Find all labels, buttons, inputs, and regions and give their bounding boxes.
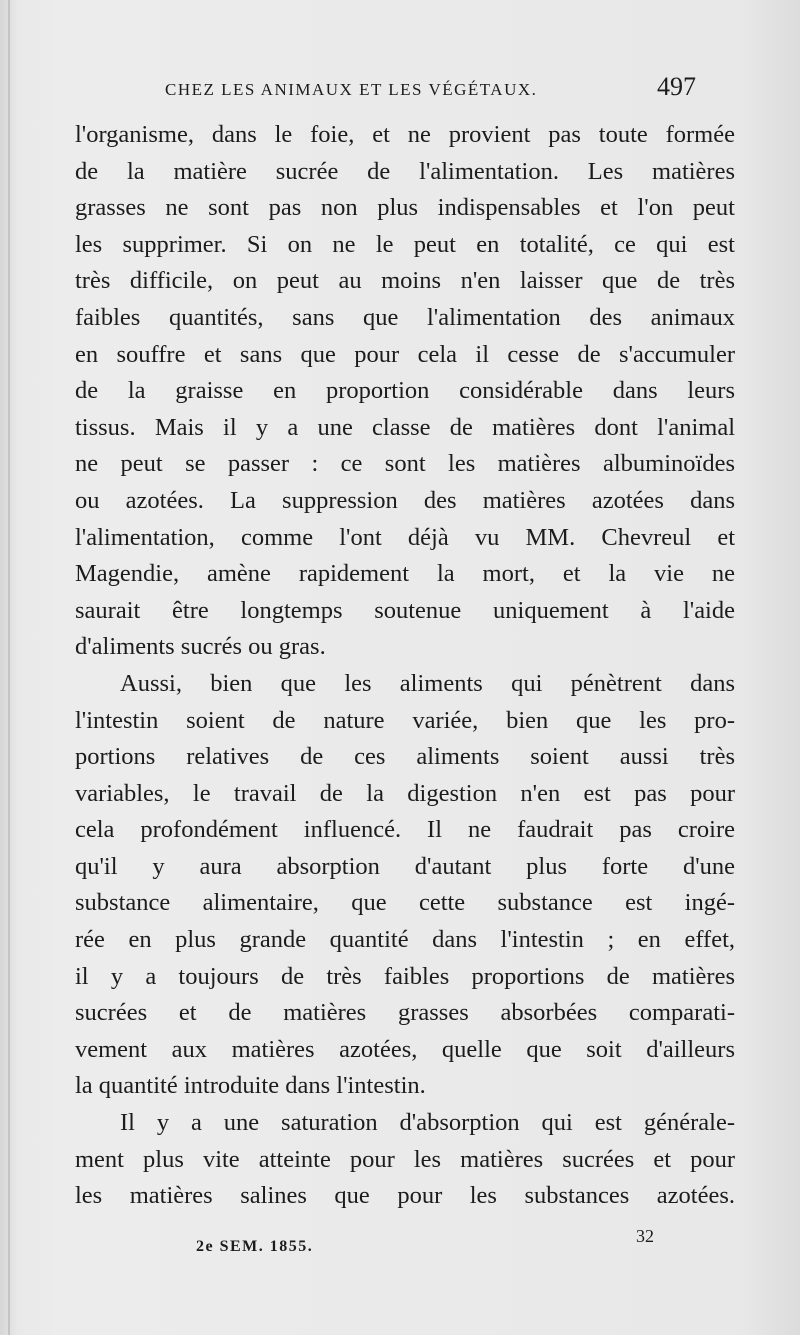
text-line: cela profondément influencé. Il ne faudrait pas croire [75, 816, 735, 844]
running-head: CHEZ LES ANIMAUX ET LES VÉGÉTAUX. [165, 80, 538, 99]
text-line: rée en plus grande quantité dans l'intestin ; en effet, [75, 926, 735, 954]
text-line: portions relatives de ces aliments soient aussi très [75, 743, 735, 771]
text-line: faibles quantités, sans que l'alimentation des animaux [75, 303, 735, 331]
body-text [75, 117, 735, 1215]
text-line: les matières salines que pour les substances azotées. [75, 1182, 735, 1210]
text-line: ou azotées. La suppression des matières azotées dans [75, 486, 735, 514]
text-line: les supprimer. Si on ne le peut en totalité, ce qui est [75, 230, 735, 258]
text-line: saurait être longtemps soutenue uniquement à l'aide [75, 596, 735, 624]
text-line: la quantité introduite dans l'intestin. [75, 1072, 426, 1100]
text-line: en souffre et sans que pour cela il cesse de s'accumuler [75, 340, 735, 368]
text-line: tissus. Mais il y a une classe de matières dont l'animal [75, 413, 735, 441]
text-line: Magendie, amène rapidement la mort, et la vie ne [75, 560, 735, 588]
text-line: ment plus vite atteinte pour les matières sucrées et pour [75, 1145, 735, 1173]
signature-number: 32 [636, 1226, 654, 1246]
text-line: ne peut se passer : ce sont les matières albuminoïdes [75, 450, 735, 478]
text-line: Il y a une saturation d'absorption qui est générale- [120, 1109, 735, 1137]
text-line: grasses ne sont pas non plus indispensables et l'on peut [75, 194, 735, 222]
text-line: sucrées et de matières grasses absorbées comparati- [75, 999, 735, 1027]
text-line: l'organisme, dans le foie, et ne provient pas toute formée [75, 121, 735, 148]
text-line: substance alimentaire, que cette substance est ingé- [75, 889, 735, 917]
text-line: de la graisse en proportion considérable dans leurs [75, 377, 735, 405]
page-gutter [8, 0, 10, 1335]
text-line: l'intestin soient de nature variée, bien que les pro- [75, 706, 735, 734]
text-line: Aussi, bien que les aliments qui pénètrent dans [120, 669, 735, 697]
text-line: de la matière sucrée de l'alimentation. Les matières [75, 157, 735, 185]
text-line: il y a toujours de très faibles proportions de matières [75, 962, 735, 990]
text-line: d'aliments sucrés ou gras. [75, 633, 326, 661]
text-line: variables, le travail de la digestion n'en est pas pour [75, 779, 735, 807]
text-line: l'alimentation, comme l'ont déjà vu MM. Chevreul et [75, 523, 735, 551]
page-number: 497 [657, 72, 696, 101]
text-line: qu'il y aura absorption d'autant plus forte d'une [75, 852, 735, 880]
text-line: vement aux matières azotées, quelle que soit d'ailleurs [75, 1035, 735, 1063]
printer-signature: 2e SEM. 1855. [196, 1238, 314, 1255]
text-line: très difficile, on peut au moins n'en laisser que de très [75, 267, 735, 295]
